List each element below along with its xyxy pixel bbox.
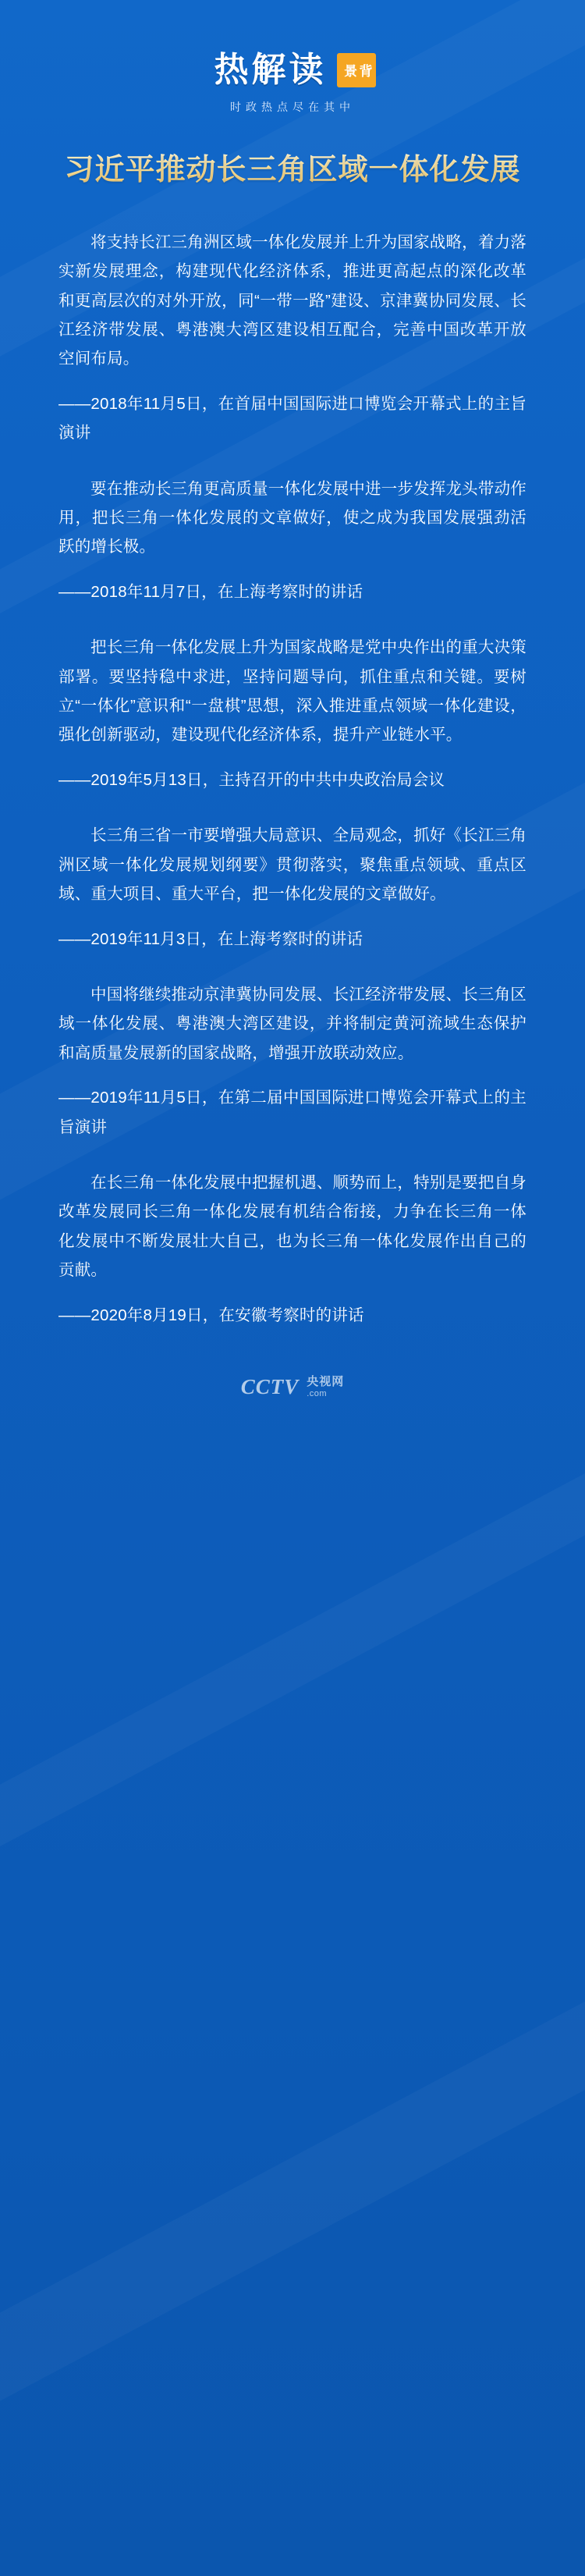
quote-source: ——2019年5月13日，主持召开的中共中央政治局会议 [58, 771, 445, 790]
cctv-cn-sub: .com [307, 1388, 328, 1398]
quote-source: ——2020年8月19日，在安徽考察时的讲话 [58, 1306, 364, 1324]
brand-row [209, 52, 375, 89]
quote-list [58, 228, 526, 1330]
quote-source: ——2018年11月7日，在上海考察时的讲话 [58, 583, 363, 602]
masthead [0, 0, 585, 115]
quote-text: 长三角三省一市要增强大局意识、全局观念，抓好《长江三角洲区域一体化发展规划纲要》贯彻落实，聚焦重点领域、重点区域、重大项目、重大平台，把一体化发展的文章做好。 [58, 826, 526, 903]
page-title: 习近平推动长三角区域一体化发展 [43, 149, 542, 192]
quote-block [58, 474, 526, 607]
quote-block [58, 633, 526, 794]
quote-block [58, 228, 526, 448]
quote-source: ——2019年11月5日，在第二届中国国际进口博览会开幕式上的主旨演讲 [58, 1089, 526, 1136]
quote-text: 把长三角一体化发展上升为国家战略是党中央作出的重大决策部署。要坚持稳中求进，坚持问题导向，抓住重点和关键。要树立“一体化”意识和“一盘棋”思想，深入推进重点领域一体化建设，强化创新驱动，建设现代化经济体系，提升产业链水平。 [58, 638, 526, 744]
quote-text: 在长三角一体化发展中把握机遇、顺势而上，特别是要把自身改革发展同长三角一体化发展有机结合衔接，力争在长三角一体化发展中不断发展壮大自己，也为长三角一体化发展作出自己的贡献。 [58, 1174, 526, 1279]
quote-block [58, 1168, 526, 1330]
quote-source: ——2019年11月3日，在上海考察时的讲话 [58, 929, 363, 948]
quote-text: 要在推动长三角更高质量一体化发展中进一步发挥龙头带动作用，把长三角一体化发展的文章做好，使之成为我国发展强劲活跃的增长极。 [58, 479, 526, 556]
background-streak [0, 1422, 585, 1910]
footer [0, 1375, 585, 1430]
quote-text: 中国将继续推动京津冀协同发展、长江经济带发展、长三角区域一体化发展、粤港澳大湾区建设，并将制定黄河流域生态保护和高质量发展新的国家战略，增强开放联动效应。 [58, 986, 526, 1062]
quote-block [58, 980, 526, 1142]
quote-block [58, 821, 526, 954]
brand-badge: 背景 [337, 53, 375, 87]
brand-subtitle: 时政热点尽在其中 [230, 101, 355, 113]
quote-text: 将支持长江三角洲区域一体化发展并上升为国家战略，着力落实新发展理念，构建现代化经济体系，推进更高起点的深化改革和更高层次的对外开放，同“一带一路”建设、京津冀协同发展、长江经济带发展、粤港澳大湾区建设相互配合，完善中国改革开放空间布局。 [58, 233, 526, 368]
cctv-cn-label [307, 1376, 344, 1398]
quote-source: ——2018年11月5日，在首届中国国际进口博览会开幕式上的主旨演讲 [58, 395, 526, 442]
brand-title: 热解读 [214, 51, 327, 89]
cctv-logo: CCTV [240, 1375, 300, 1398]
cctv-cn-main: 央视网 [307, 1375, 345, 1389]
background-streak [0, 1970, 585, 2478]
